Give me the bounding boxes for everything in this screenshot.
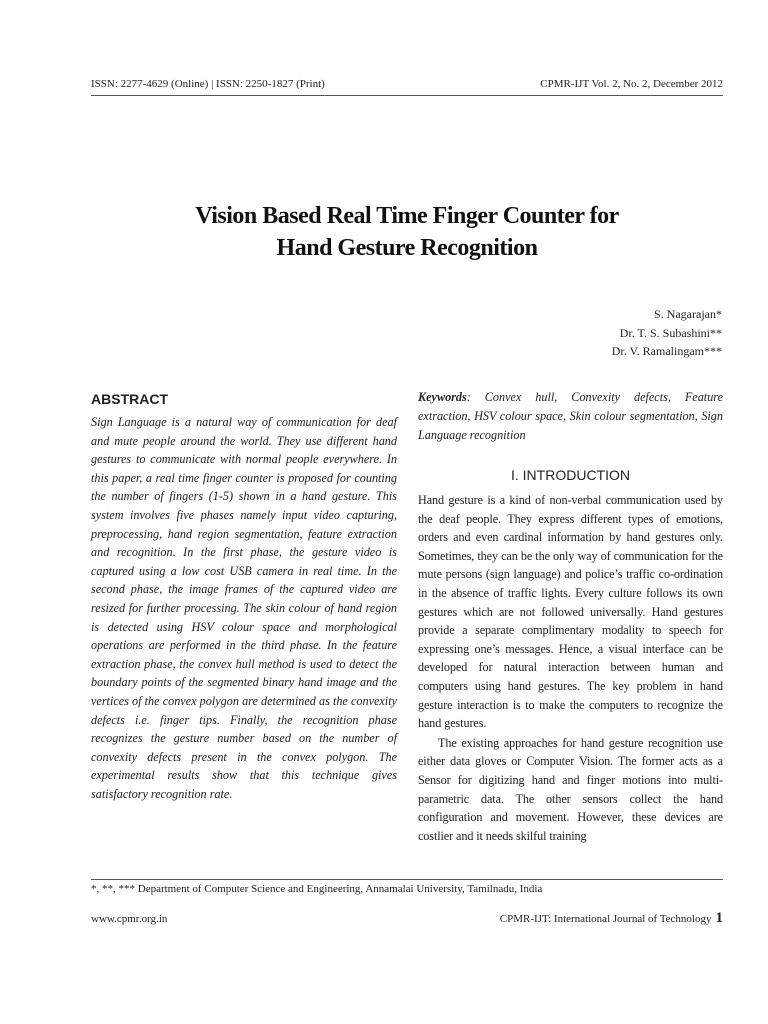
- author-list: [612, 305, 722, 361]
- journal-issue-text: CPMR-IJT Vol. 2, No. 2, December 2012: [540, 78, 723, 90]
- title-line-1: Vision Based Real Time Finger Counter for: [195, 203, 619, 229]
- title-line-2: Hand Gesture Recognition: [276, 235, 538, 261]
- header-divider: [91, 95, 723, 96]
- keywords-paragraph: [418, 388, 723, 445]
- journal-name-text: CPMR-IJT: International Journal of Technology: [499, 913, 712, 925]
- website-text: www.cpmr.org.in: [91, 913, 168, 925]
- abstract-heading: ABSTRACT: [91, 391, 168, 407]
- abstract-body: Sign Language is a natural way of communication for deaf and mute people around the world. They use different hand gestures to communicate with normal people everywhere. In this paper, a real time finger counter is proposed for counting the number of fingers (1-5) shown in a hand gesture. This system involves five phases namely input video capturing, preprocessing, hand region segmentation, feature extraction and recognition. In the first phase, the gesture video is captured using a low cost USB camera in real time. In the second phase, the image frames of the captured video are resized for further processing. The skin colour of hand region is detected using HSV colour space and morphological operations are performed in the third phase. In the feature extraction phase, the convex hull method is used to detect the boundary points of the segmented binary hand image and the vertices of the convex polygon are determined as the convexity defects i.e. finger tips. Finally, the recognition phase recognizes the gesture number based on the number of convexity defects present in the convex polygon. The experimental results show that this technique gives satisfactory recognition rate.: [91, 415, 397, 801]
- paper-title: [91, 200, 723, 264]
- introduction-paragraph-1: Hand gesture is a kind of non-verbal communication used by the deaf people. They express different types of emotions, orders and even cardinal information by hand gestures only. Sometimes, they can be the only way of communication for the mute persons (sign language) and police’s traffic co-ordination in the absence of traffic lights. Every culture follows its own gestures which are not followed universally. Hand gestures provide a separate complimentary modality to speech for expressing one’s messages. Hence, a visual interface can be developed for natural interaction between human and computers using hand gestures. The key problem in hand gesture interaction is to make the computers to recognize the hand gestures.: [418, 493, 723, 731]
- running-header: [91, 78, 723, 90]
- keywords-text: : Convex hull, Convexity defects, Feature extraction, HSV colour space, Skin colour segmentation, Sign Language recognition: [418, 390, 723, 442]
- issn-text: ISSN: 2277-4629 (Online) | ISSN: 2250-1827 (Print): [91, 78, 325, 90]
- left-column: [91, 388, 397, 803]
- introduction-paragraph-2: The existing approaches for hand gesture recognition use either data gloves or Computer Vision. The former acts as a Sensor for digitizing hand and finger motions into multi-parametric data. The other sensors collect the hand configuration and movement. However, these devices are costlier and it needs skilful training: [418, 735, 723, 843]
- author-2: Dr. T. S. Subashini**: [619, 325, 722, 340]
- footer-journal: [500, 910, 723, 927]
- author-1: S. Nagarajan*: [654, 307, 722, 321]
- page-footer: [91, 910, 723, 927]
- introduction-heading: I. INTRODUCTION: [511, 467, 630, 483]
- right-column: [418, 388, 723, 845]
- affiliation-footnote: *, **, *** Department of Computer Science and Engineering, Annamalai University, Tamilnadu, India: [91, 883, 543, 895]
- page-number: 1: [715, 910, 723, 926]
- footnote-divider: [91, 879, 723, 880]
- author-3: Dr. V. Ramalingam***: [611, 344, 722, 358]
- keywords-label: Keywords: [418, 390, 467, 404]
